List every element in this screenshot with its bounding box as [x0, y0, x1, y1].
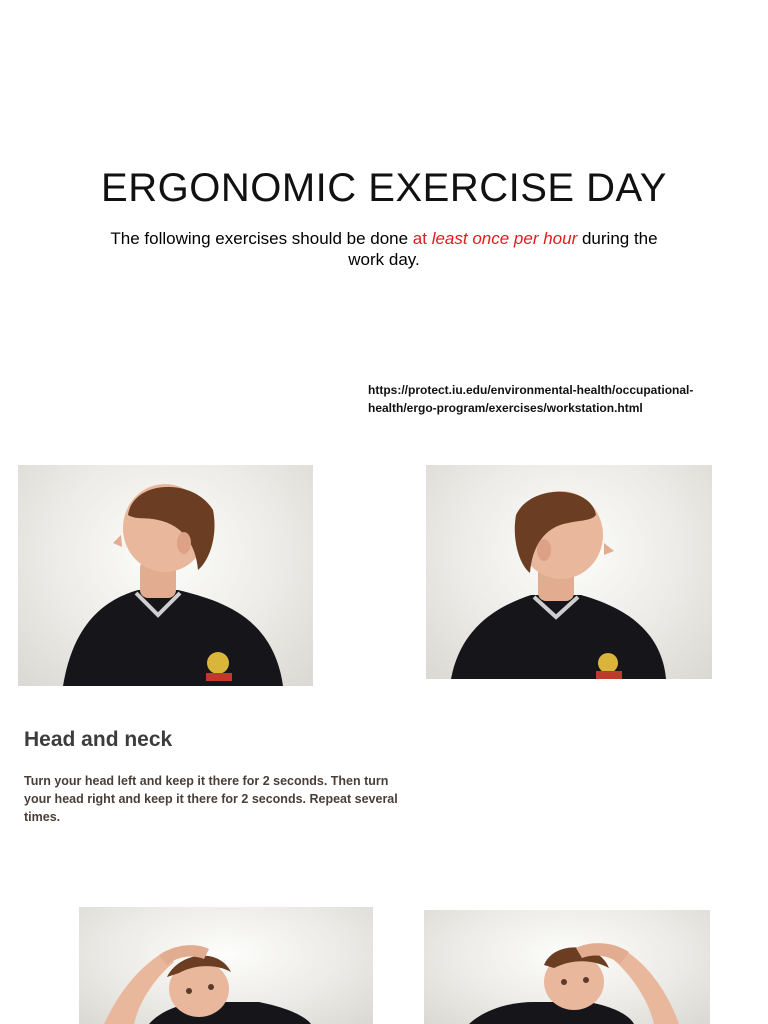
intro-highlight-prefix: at — [412, 229, 432, 248]
man-neck-stretch-left-illustration — [79, 907, 373, 1024]
man-head-left-illustration — [18, 465, 313, 686]
intro-highlight-frequency: least once per hour — [431, 229, 578, 248]
intro-before: The following exercises should be done — [110, 229, 413, 248]
photo-neck-stretch-right — [424, 910, 710, 1024]
photo-head-turned-left — [18, 465, 313, 686]
photo-head-turned-right — [426, 465, 712, 679]
man-neck-stretch-right-illustration — [424, 910, 710, 1024]
intro-text — [110, 228, 658, 270]
intro-after: during the work day. — [348, 229, 658, 269]
page-title: ERGONOMIC EXERCISE DAY — [101, 166, 667, 210]
source-link[interactable]: https://protect.iu.edu/environmental-health/occupational-health/ergo-program/exercises/workstation.html — [368, 383, 694, 415]
man-head-right-illustration — [426, 465, 712, 679]
photo-neck-stretch-left — [79, 907, 373, 1024]
exercise-heading: Head and neck — [24, 728, 173, 751]
exercise-description: Turn your head left and keep it there for 2 seconds. Then turn your head right and keep it there for 2 seconds. Repeat several times. — [24, 774, 398, 824]
